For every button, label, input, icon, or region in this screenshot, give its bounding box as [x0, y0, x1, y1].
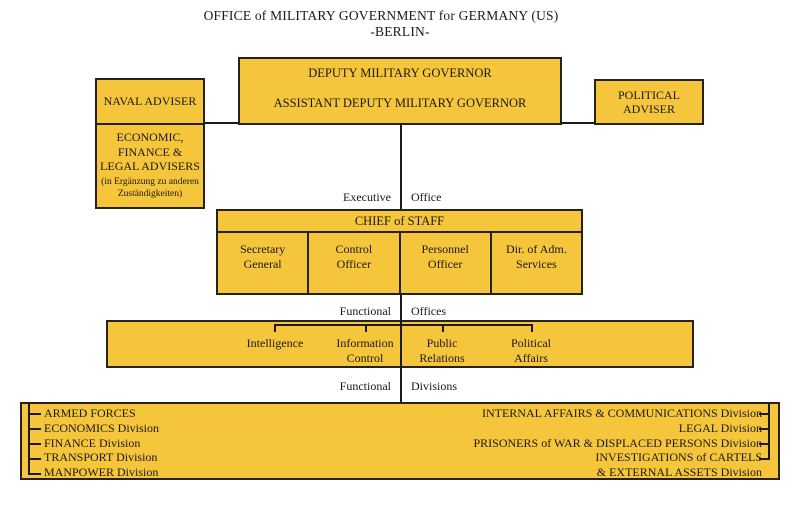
division-item: FINANCE Division: [44, 435, 141, 450]
division-item: INTERNAL AFFAIRS & COMMUNICATIONS Division: [481, 406, 762, 420]
box-political-adviser: [594, 79, 704, 125]
economic-note-line2: Zuständigkeiten): [117, 189, 183, 199]
economic-note-line1: (in Ergänzung zu anderen: [101, 176, 199, 187]
division-item: ARMED FORCES: [44, 406, 136, 420]
offices-bracket-drop: [274, 324, 276, 332]
officer-label: Officer: [336, 257, 372, 271]
officer-label: Control: [335, 242, 373, 256]
executive-office-label-right: Office: [411, 190, 442, 204]
box-economic-finance-legal-advisers: [95, 123, 205, 209]
division-item: & EXTERNAL ASSETS Division: [596, 465, 762, 480]
left-division-tick: [28, 458, 41, 460]
chief-of-staff-table: [216, 209, 583, 295]
officer-cell-personnel-officer: [399, 233, 490, 293]
left-division-tick: [28, 443, 41, 445]
officer-cell-dir-adm-services: [490, 233, 581, 293]
left-division-tick: [28, 473, 41, 475]
deputy-governor-label: DEPUTY MILITARY GOVERNOR: [308, 66, 492, 80]
officer-label: Secretary: [239, 242, 286, 256]
office-item-political-affairs: [481, 336, 581, 365]
connector-chief-to-divisions: [400, 295, 402, 402]
division-item: PRISONERS of WAR & DISPLACED PERSONS Division: [473, 435, 762, 450]
offices-bracket-drop: [442, 324, 444, 332]
box-naval-adviser: [95, 78, 205, 125]
chart-title-line2: -BERLIN-: [370, 24, 430, 39]
left-division-tick: [28, 413, 41, 415]
officer-label: Dir. of Adm.: [506, 242, 567, 256]
office-item-label: Relations: [419, 350, 465, 365]
office-item-label: Control: [346, 350, 384, 365]
connector-deputy-to-chief: [400, 123, 402, 209]
officer-cell-secretary-general: [218, 233, 307, 293]
offices-bracket-drop: [365, 324, 367, 332]
economic-line3: LEGAL ADVISERS: [100, 159, 200, 173]
office-item-label: Intelligence: [246, 336, 304, 350]
officer-label: General: [243, 257, 282, 271]
economic-line1: ECONOMIC,: [116, 130, 184, 144]
officer-label: Services: [516, 257, 557, 271]
office-item-label: Information: [336, 336, 394, 350]
connector-deputy-to-political: [560, 122, 594, 124]
functional-divisions-box: [20, 402, 780, 480]
office-item-label: Political: [511, 336, 551, 350]
chart-title: [0, 8, 762, 40]
chart-title-line1: OFFICE of MILITARY GOVERNMENT for GERMANY (US): [203, 8, 559, 23]
officer-label: Officer: [427, 257, 463, 271]
offices-bracket-line: [274, 324, 531, 326]
box-deputy-military-governor: [238, 57, 562, 125]
division-item: MANPOWER Division: [44, 465, 159, 480]
economic-line2: FINANCE &: [117, 144, 183, 159]
functional-offices-label-right: Offices: [411, 304, 447, 318]
office-item-label: Public: [426, 336, 458, 350]
office-item-label: Affairs: [514, 350, 548, 365]
functional-offices-label-left: Functional: [339, 304, 391, 318]
political-adviser-line1: POLITICAL: [618, 87, 680, 102]
division-item: LEGAL Division: [678, 420, 762, 435]
connector-naval-to-deputy: [205, 122, 238, 124]
naval-adviser-label: NAVAL ADVISER: [103, 94, 197, 108]
left-division-tick: [28, 428, 41, 430]
executive-office-label-left: Executive: [343, 190, 391, 204]
left-divisions-list: [44, 406, 159, 480]
functional-divisions-label-left: Functional: [339, 379, 391, 393]
division-item: INVESTIGATIONS of CARTELS: [595, 450, 762, 465]
office-item-public-relations: [392, 336, 492, 365]
officer-cell-control-officer: [307, 233, 398, 293]
right-divisions-list: [474, 406, 763, 480]
chief-of-staff-officers-row: [218, 233, 581, 293]
division-item: TRANSPORT Division: [44, 450, 158, 465]
chief-of-staff-header: CHIEF of STAFF: [218, 211, 581, 233]
offices-bracket-drop: [531, 324, 533, 332]
economic-advisers-note: [97, 176, 203, 201]
assistant-deputy-governor-label: ASSISTANT DEPUTY MILITARY GOVERNOR: [273, 96, 527, 110]
functional-divisions-label-right: Divisions: [411, 379, 458, 393]
division-item: ECONOMICS Division: [44, 420, 160, 435]
economic-advisers-label: [97, 130, 203, 174]
political-adviser-line2: ADVISER: [622, 102, 675, 116]
office-item-intelligence: [225, 336, 325, 351]
officer-label: Personnel: [421, 242, 469, 256]
